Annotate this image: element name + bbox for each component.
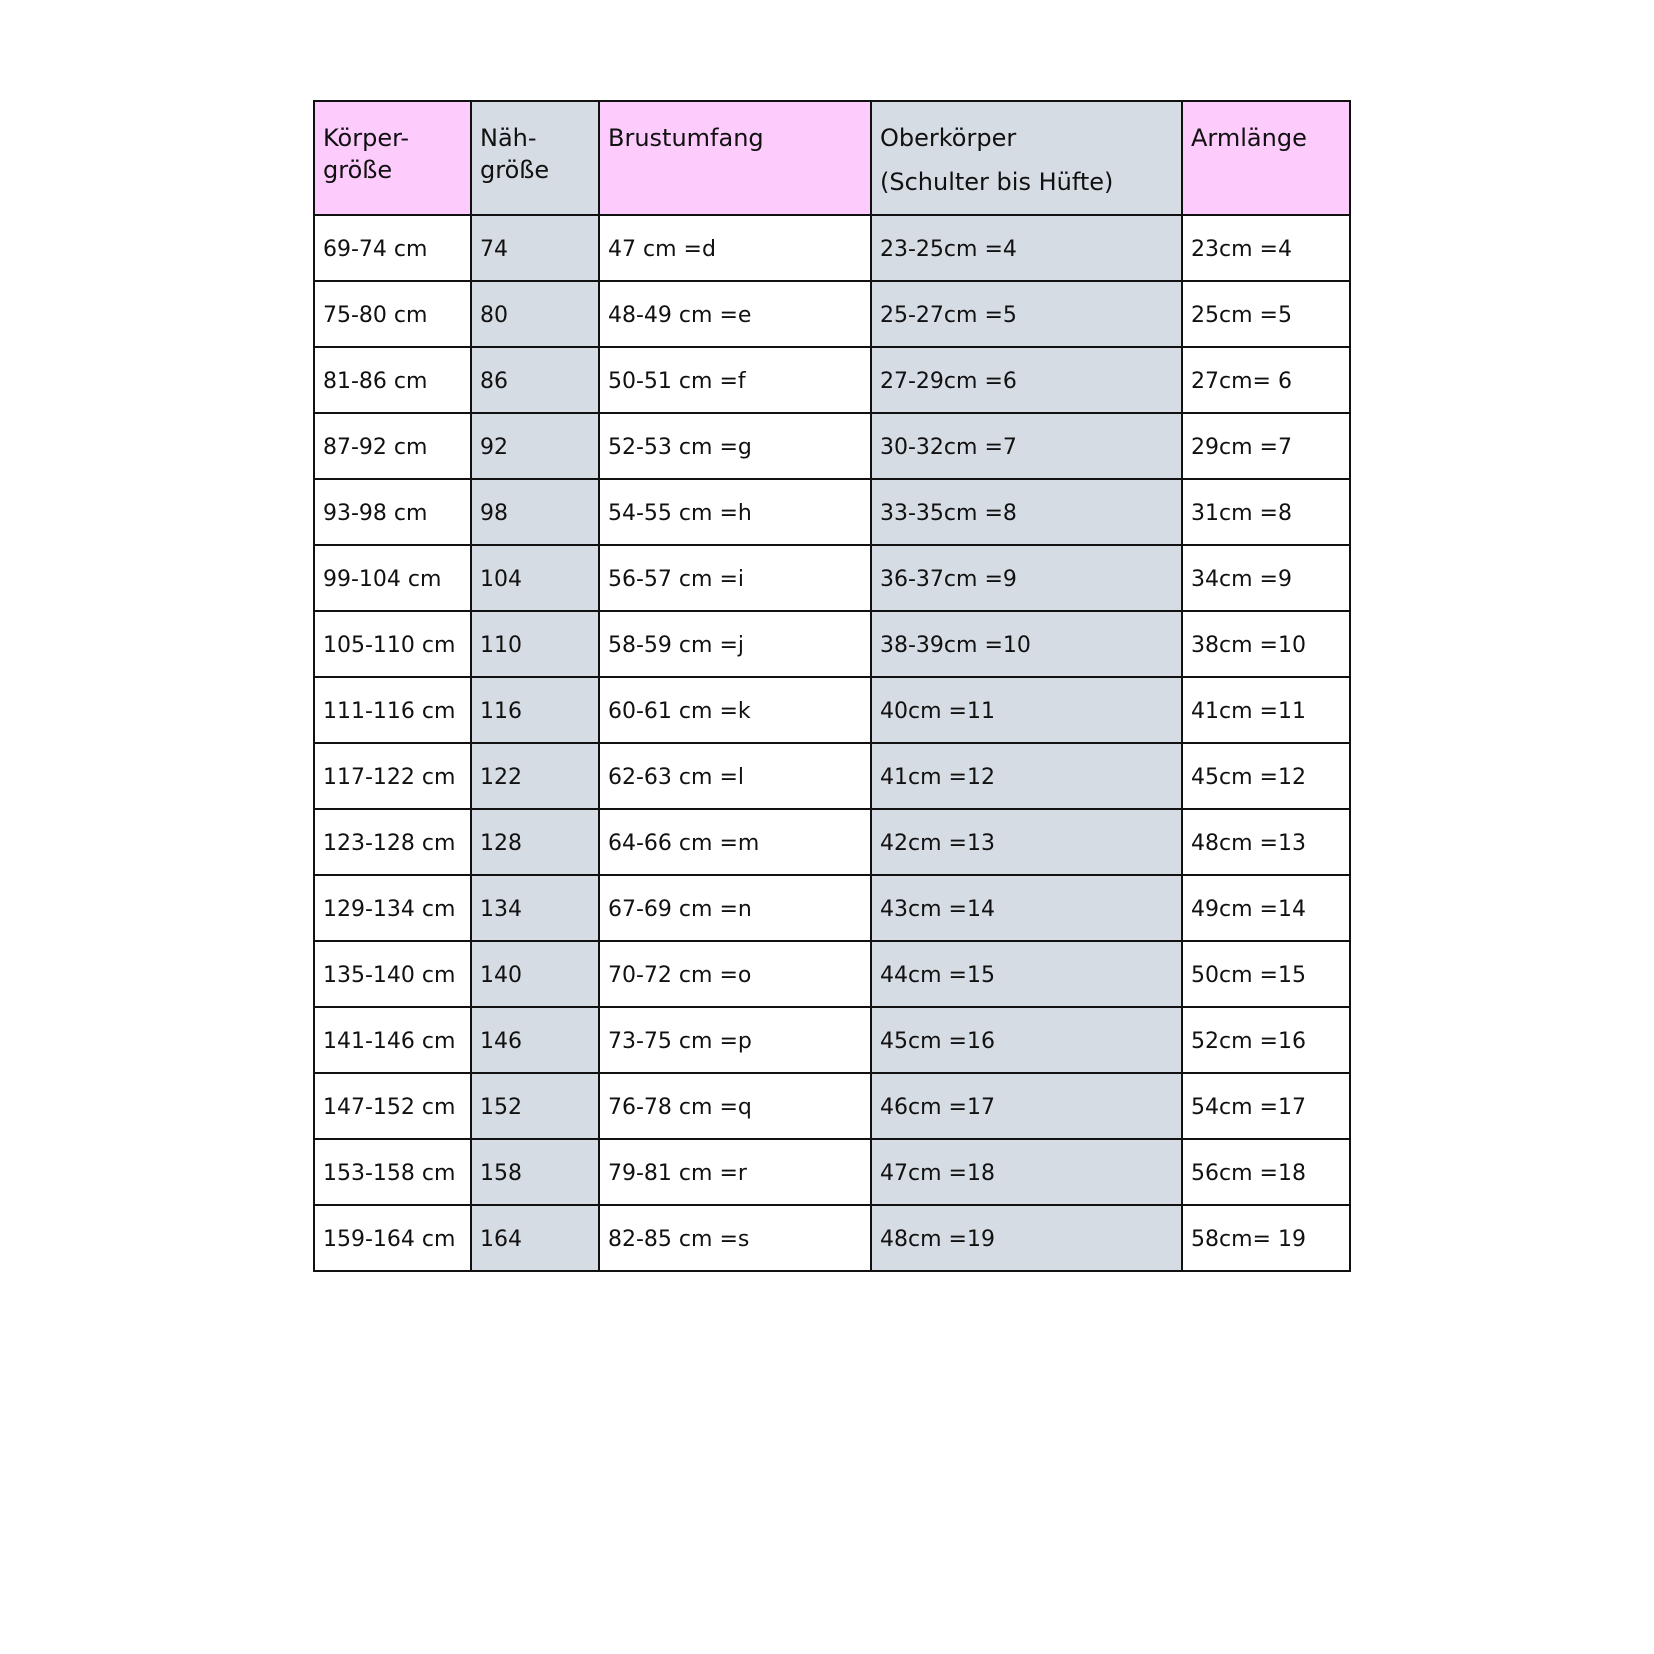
- cell-naehgroesse: 74: [471, 215, 599, 281]
- cell-koerpergroesse: 117-122 cm: [314, 743, 471, 809]
- cell-oberkoerper: 38-39cm =10: [871, 611, 1182, 677]
- header-line: Körper-: [323, 124, 410, 152]
- cell-koerpergroesse: 141-146 cm: [314, 1007, 471, 1073]
- cell-oberkoerper: 44cm =15: [871, 941, 1182, 1007]
- cell-koerpergroesse: 153-158 cm: [314, 1139, 471, 1205]
- cell-brustumfang: 58-59 cm =j: [599, 611, 871, 677]
- cell-oberkoerper: 30-32cm =7: [871, 413, 1182, 479]
- header-armlaenge: [1182, 101, 1350, 215]
- table-row: [314, 743, 1350, 809]
- cell-koerpergroesse: 75-80 cm: [314, 281, 471, 347]
- cell-brustumfang: 70-72 cm =o: [599, 941, 871, 1007]
- cell-naehgroesse: 152: [471, 1073, 599, 1139]
- cell-brustumfang: 82-85 cm =s: [599, 1205, 871, 1271]
- table-header: [314, 101, 1350, 215]
- cell-oberkoerper: 43cm =14: [871, 875, 1182, 941]
- cell-oberkoerper: 41cm =12: [871, 743, 1182, 809]
- table-row: [314, 413, 1350, 479]
- cell-armlaenge: 58cm= 19: [1182, 1205, 1350, 1271]
- cell-armlaenge: 41cm =11: [1182, 677, 1350, 743]
- header-brustumfang: [599, 101, 871, 215]
- cell-koerpergroesse: 111-116 cm: [314, 677, 471, 743]
- cell-armlaenge: 56cm =18: [1182, 1139, 1350, 1205]
- cell-brustumfang: 56-57 cm =i: [599, 545, 871, 611]
- table-row: [314, 215, 1350, 281]
- cell-armlaenge: 23cm =4: [1182, 215, 1350, 281]
- table-row: [314, 1073, 1350, 1139]
- cell-koerpergroesse: 147-152 cm: [314, 1073, 471, 1139]
- cell-koerpergroesse: 159-164 cm: [314, 1205, 471, 1271]
- table-row: [314, 1007, 1350, 1073]
- cell-koerpergroesse: 105-110 cm: [314, 611, 471, 677]
- cell-koerpergroesse: 99-104 cm: [314, 545, 471, 611]
- cell-brustumfang: 67-69 cm =n: [599, 875, 871, 941]
- table-row: [314, 479, 1350, 545]
- cell-naehgroesse: 104: [471, 545, 599, 611]
- header-row: [314, 101, 1350, 215]
- cell-brustumfang: 64-66 cm =m: [599, 809, 871, 875]
- header-oberkoerper: [871, 101, 1182, 215]
- table-row: [314, 611, 1350, 677]
- cell-brustumfang: 50-51 cm =f: [599, 347, 871, 413]
- cell-naehgroesse: 146: [471, 1007, 599, 1073]
- cell-armlaenge: 49cm =14: [1182, 875, 1350, 941]
- cell-oberkoerper: 27-29cm =6: [871, 347, 1182, 413]
- size-chart-table: [313, 100, 1351, 1272]
- cell-oberkoerper: 36-37cm =9: [871, 545, 1182, 611]
- table-row: [314, 809, 1350, 875]
- header-koerpergroesse: [314, 101, 471, 215]
- cell-armlaenge: 50cm =15: [1182, 941, 1350, 1007]
- table-row: [314, 677, 1350, 743]
- cell-oberkoerper: 42cm =13: [871, 809, 1182, 875]
- header-line: größe: [323, 156, 393, 184]
- cell-brustumfang: 79-81 cm =r: [599, 1139, 871, 1205]
- cell-brustumfang: 60-61 cm =k: [599, 677, 871, 743]
- cell-oberkoerper: 45cm =16: [871, 1007, 1182, 1073]
- cell-oberkoerper: 25-27cm =5: [871, 281, 1182, 347]
- header-line: Armlänge: [1191, 124, 1307, 152]
- cell-koerpergroesse: 129-134 cm: [314, 875, 471, 941]
- cell-brustumfang: 76-78 cm =q: [599, 1073, 871, 1139]
- cell-brustumfang: 47 cm =d: [599, 215, 871, 281]
- header-line: Näh-: [480, 124, 537, 152]
- table-row: [314, 347, 1350, 413]
- cell-oberkoerper: 46cm =17: [871, 1073, 1182, 1139]
- table-row: [314, 1205, 1350, 1271]
- cell-brustumfang: 48-49 cm =e: [599, 281, 871, 347]
- header-naehgroesse: [471, 101, 599, 215]
- table-row: [314, 545, 1350, 611]
- cell-armlaenge: 54cm =17: [1182, 1073, 1350, 1139]
- cell-armlaenge: 45cm =12: [1182, 743, 1350, 809]
- cell-oberkoerper: 33-35cm =8: [871, 479, 1182, 545]
- cell-naehgroesse: 116: [471, 677, 599, 743]
- cell-brustumfang: 52-53 cm =g: [599, 413, 871, 479]
- cell-naehgroesse: 134: [471, 875, 599, 941]
- cell-naehgroesse: 158: [471, 1139, 599, 1205]
- header-line: Brustumfang: [608, 124, 764, 152]
- cell-armlaenge: 48cm =13: [1182, 809, 1350, 875]
- cell-armlaenge: 25cm =5: [1182, 281, 1350, 347]
- cell-armlaenge: 31cm =8: [1182, 479, 1350, 545]
- header-line: (Schulter bis Hüfte): [880, 168, 1114, 196]
- cell-armlaenge: 34cm =9: [1182, 545, 1350, 611]
- table-body: [314, 215, 1350, 1271]
- table-row: [314, 941, 1350, 1007]
- cell-naehgroesse: 86: [471, 347, 599, 413]
- cell-armlaenge: 29cm =7: [1182, 413, 1350, 479]
- table-row: [314, 875, 1350, 941]
- cell-koerpergroesse: 87-92 cm: [314, 413, 471, 479]
- cell-naehgroesse: 92: [471, 413, 599, 479]
- cell-naehgroesse: 128: [471, 809, 599, 875]
- cell-armlaenge: 52cm =16: [1182, 1007, 1350, 1073]
- cell-naehgroesse: 122: [471, 743, 599, 809]
- header-line: größe: [480, 156, 550, 184]
- cell-naehgroesse: 98: [471, 479, 599, 545]
- cell-armlaenge: 38cm =10: [1182, 611, 1350, 677]
- cell-oberkoerper: 23-25cm =4: [871, 215, 1182, 281]
- cell-naehgroesse: 110: [471, 611, 599, 677]
- cell-naehgroesse: 140: [471, 941, 599, 1007]
- cell-brustumfang: 54-55 cm =h: [599, 479, 871, 545]
- cell-armlaenge: 27cm= 6: [1182, 347, 1350, 413]
- cell-brustumfang: 62-63 cm =l: [599, 743, 871, 809]
- cell-oberkoerper: 48cm =19: [871, 1205, 1182, 1271]
- cell-koerpergroesse: 93-98 cm: [314, 479, 471, 545]
- cell-koerpergroesse: 135-140 cm: [314, 941, 471, 1007]
- cell-brustumfang: 73-75 cm =p: [599, 1007, 871, 1073]
- cell-naehgroesse: 80: [471, 281, 599, 347]
- table-row: [314, 1139, 1350, 1205]
- cell-koerpergroesse: 81-86 cm: [314, 347, 471, 413]
- header-line: Oberkörper: [880, 124, 1017, 152]
- cell-naehgroesse: 164: [471, 1205, 599, 1271]
- cell-oberkoerper: 47cm =18: [871, 1139, 1182, 1205]
- cell-oberkoerper: 40cm =11: [871, 677, 1182, 743]
- cell-koerpergroesse: 123-128 cm: [314, 809, 471, 875]
- table-row: [314, 281, 1350, 347]
- cell-koerpergroesse: 69-74 cm: [314, 215, 471, 281]
